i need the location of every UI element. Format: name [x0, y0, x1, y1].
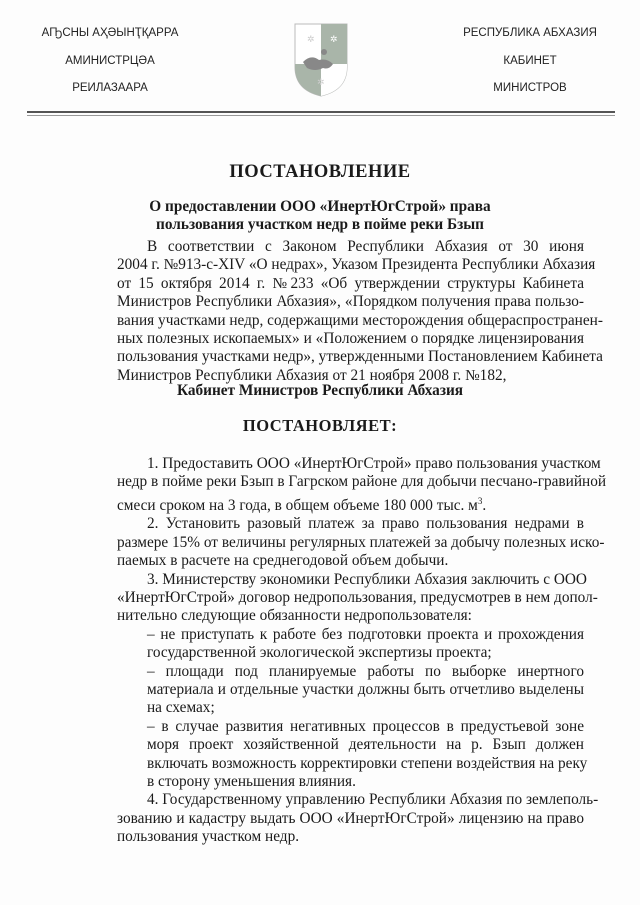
text-line: государственной экологической экспертизы проекта; — [147, 644, 492, 662]
text-line: паемых в расчете на среднегодовой объем добычи. — [117, 552, 449, 570]
text-line: 2. Установить разовый платеж за право пользования недрами в — [147, 515, 584, 533]
authority-heading: Кабинет Министров Республики Абхазия — [176, 382, 464, 399]
text-line: от 15 октября 2014 г. №233 «Об утверждении структуры Кабинета — [117, 274, 584, 292]
text-line: недр в пойме реки Бзып в Гагрском районе для добычи песчано-гравийной — [117, 473, 607, 491]
text-line: вания участками недр, содержащими месторождения общераспространен- — [117, 311, 603, 329]
text-line: размере 15% от величины регулярных платежей за добычу полезных иско- — [117, 533, 605, 551]
header-right-line: МИНИСТРОВ — [493, 82, 567, 94]
text-line: В соответствии с Законом Республики Абхазия от 30 июня — [147, 238, 584, 255]
text-line: материала и отдельные участки должны быть отчетливо выделены — [147, 680, 584, 698]
text-line: – площади под планируемые работы по выборке инертного — [147, 662, 584, 680]
resolves-heading: ПОСТАНОВЛЯЕТ: — [242, 416, 398, 435]
preamble — [117, 238, 603, 385]
header-divider-thin — [27, 115, 615, 116]
text-line: в сторону уменьшения влияния. — [147, 773, 356, 790]
text-line: 4. Государственному управлению Республики Абхазия по землеполь- — [147, 791, 599, 809]
subtitle-line: О предоставлении ООО «ИнертЮгСтрой» права — [149, 198, 491, 215]
text-line: – не приступать к работе без подготовки проекта и прохождения — [147, 625, 584, 643]
text-line: моря проект хозяйственной деятельности на р. Бзып должен — [147, 736, 584, 754]
coat-of-arms-icon — [293, 22, 349, 98]
text-line: пользования участками недр», утвержденными Постановлением Кабинета — [117, 348, 603, 366]
superscript: 3 — [477, 495, 483, 506]
subtitle-line: пользования участком недр в пойме реки Бзып — [156, 216, 484, 233]
text-line: смеси сроком на 3 года, в общем объеме 180 000 тыс. $м^3$. — [117, 495, 487, 514]
text-line: зованию и кадастру выдать ООО «ИнертЮгСтрой» лицензию на право — [117, 809, 584, 827]
svg-text:✲: ✲ — [307, 34, 315, 44]
header-left-line: АМИНИСТРЦӘА — [65, 55, 155, 67]
text-line: 1. Предоставить ООО «ИнертЮгСтрой» право пользования участком — [147, 455, 601, 472]
text-line: Министров Республики Абхазия от 21 ноября 2008 г. №182, — [117, 366, 507, 384]
text-line: нительно следующие обязанности недропользователя: — [117, 607, 472, 625]
text-line: Министров Республики Абхазия», «Порядком получения права пользо- — [117, 293, 584, 311]
header-left-line: АҦСНЫ АҲӘЫНҬҚАРРА — [41, 27, 179, 39]
header-left-line: РЕИЛАЗААРА — [72, 82, 148, 94]
text-line: – в случае развития негативных процессов в предустьевой зоне — [147, 717, 584, 735]
svg-text:✲: ✲ — [330, 34, 338, 44]
text-line: 2004 г. №913-с-XIV «О недрах», Указом Президента Республики Абхазия — [117, 256, 596, 274]
text-line: на схемах; — [147, 699, 215, 717]
header-divider — [27, 111, 615, 113]
document-title: ПОСТАНОВЛЕНИЕ — [229, 162, 411, 182]
text-line: «ИнертЮгСтрой» договор недропользования, предусмотрев в нем допол- — [117, 588, 598, 606]
header-right-line: КАБИНЕТ — [503, 55, 557, 67]
text-line: включать возможность корректировки степени воздействия на реку — [147, 754, 588, 772]
text-line: пользования участком недр. — [117, 828, 300, 846]
svg-text:✲: ✲ — [317, 77, 325, 87]
text-line: 3. Министерству экономики Республики Абхазия заключить с ООО — [147, 570, 587, 588]
text-line: ных полезных ископаемых» и «Положением о порядке лицензирования — [117, 330, 584, 348]
resolution-items — [117, 455, 607, 847]
header-right-line: РЕСПУБЛИКА АБХАЗИЯ — [463, 27, 597, 39]
